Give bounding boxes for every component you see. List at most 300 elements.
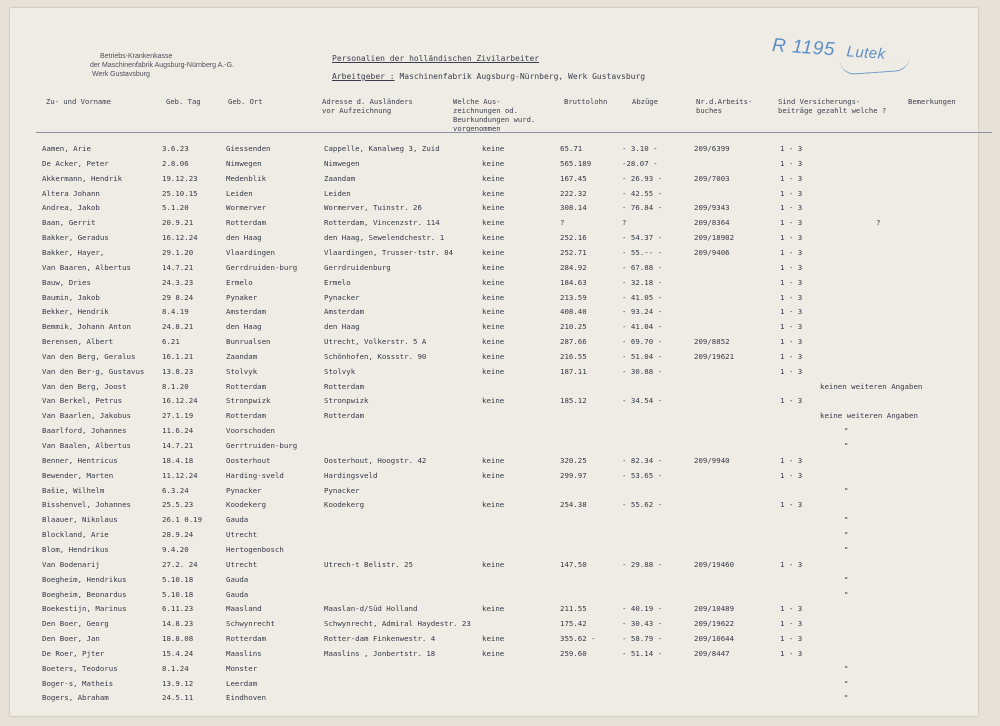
row-address: den Haag bbox=[324, 322, 360, 332]
col-gross: Bruttolohn bbox=[564, 97, 608, 106]
row-name: De Acker, Peter bbox=[42, 158, 109, 168]
row-name: Bogers, Abraham bbox=[42, 693, 109, 703]
row-book: 209/19622 bbox=[694, 619, 735, 629]
row-insurance: 1 - 3 bbox=[780, 351, 803, 361]
row-birth-place: Koodekerg bbox=[226, 500, 267, 510]
col-remarks: Bemerkungen bbox=[908, 97, 956, 106]
row-insurance: 1 - 3 bbox=[780, 144, 803, 153]
row-deductions: - 41.04 - bbox=[622, 322, 663, 332]
row-book: 209/6399 bbox=[694, 144, 730, 153]
row-birth-place: Gauda bbox=[226, 574, 249, 584]
row-address: Gerrdruidenburg bbox=[324, 262, 391, 272]
row-remarks: " bbox=[844, 693, 849, 703]
row-gross: 175.42 bbox=[560, 619, 587, 629]
row-docs: keine bbox=[482, 337, 505, 347]
col-insurance-line: beiträge gezahlt welche ? bbox=[778, 106, 887, 115]
row-gross: ? bbox=[560, 218, 565, 228]
row-remarks: " bbox=[844, 530, 849, 540]
row-gross: 187.11 bbox=[560, 366, 587, 376]
row-insurance: 1 - 3 bbox=[780, 307, 803, 317]
row-name: Bakker, Geradus bbox=[42, 233, 109, 243]
row-birth-place: Medenblik bbox=[226, 173, 267, 183]
row-remarks: " bbox=[844, 663, 849, 673]
row-birth-date: 11.12.24 bbox=[162, 470, 198, 480]
row-address: Nimwegen bbox=[324, 158, 360, 168]
row-birth-place: Pynacker bbox=[226, 485, 262, 495]
row-birth-date: 18.4.18 bbox=[162, 455, 194, 465]
row-insurance: 1 - 3 bbox=[780, 634, 803, 644]
row-deductions: - 34.54 - bbox=[622, 396, 663, 406]
row-name: Van den Ber-g, Gustavus bbox=[42, 366, 145, 376]
col-birth-place: Geb. Ort bbox=[228, 97, 263, 106]
col-docs-line: zeichnungen od. bbox=[453, 106, 518, 115]
row-birth-place: den Haag bbox=[226, 233, 262, 243]
row-birth-place: Voorschoden bbox=[226, 426, 275, 436]
row-insurance: 1 - 3 bbox=[780, 173, 803, 183]
col-docs bbox=[453, 97, 535, 133]
row-birth-place: Wormerver bbox=[226, 203, 267, 213]
row-deductions: - 51.14 - bbox=[622, 648, 663, 658]
col-insurance-line: Sind Versicherungs- bbox=[778, 97, 861, 106]
row-gross: 308.14 bbox=[560, 203, 587, 213]
row-docs: keine bbox=[482, 470, 505, 480]
col-name: Zu- und Vorname bbox=[46, 97, 111, 106]
row-name: Bekker, Hendrik bbox=[42, 307, 109, 317]
row-deductions: - 93.24 - bbox=[622, 307, 663, 317]
row-gross: 565.189 bbox=[560, 158, 592, 168]
row-name: Blaauer, Nikolaus bbox=[42, 515, 118, 525]
row-remarks: keinen weiteren Angaben bbox=[820, 381, 923, 391]
row-insurance: 1 - 3 bbox=[780, 203, 803, 213]
row-gross: 284.92 bbox=[560, 262, 587, 272]
row-birth-place: Gauda bbox=[226, 515, 249, 525]
row-name: Aamen, Arie bbox=[42, 144, 91, 153]
row-address: Stolvyk bbox=[324, 366, 356, 376]
col-book-line: buches bbox=[696, 106, 722, 115]
row-birth-date: 14.8.23 bbox=[162, 619, 194, 629]
row-docs: keine bbox=[482, 218, 505, 228]
row-birth-date: 18.8.08 bbox=[162, 634, 194, 644]
col-insurance bbox=[778, 97, 886, 115]
row-name: Boegheim, Hendrikus bbox=[42, 574, 127, 584]
row-deductions: - 40.19 - bbox=[622, 604, 663, 614]
row-remarks: " bbox=[844, 426, 849, 436]
row-birth-place: Stolvyk bbox=[226, 366, 258, 376]
row-insurance: 1 - 3 bbox=[780, 366, 803, 376]
row-birth-place: Nimwegen bbox=[226, 158, 262, 168]
row-book: 209/8364 bbox=[694, 218, 730, 228]
row-birth-place: Giessenden bbox=[226, 144, 271, 153]
row-birth-place: Rotterdam bbox=[226, 218, 267, 228]
row-birth-place: Amsterdam bbox=[226, 307, 267, 317]
row-gross: 252.71 bbox=[560, 247, 587, 257]
row-name: Den Boer, Jan bbox=[42, 634, 100, 644]
row-insurance: 1 - 3 bbox=[780, 500, 803, 510]
row-address: Pynacker bbox=[324, 292, 360, 302]
row-deductions: - 58.79 - bbox=[622, 634, 663, 644]
row-address: Cappelle, Kanalweg 3, Zuid bbox=[324, 144, 440, 153]
document-title: Personalien der holländischen Zivilarbeiter bbox=[332, 54, 540, 63]
row-docs: keine bbox=[482, 500, 505, 510]
row-address: Stronpwizk bbox=[324, 396, 369, 406]
row-address: Rotterdam, Vincenzstr. 114 bbox=[324, 218, 440, 228]
company-line-3: Werk Gustavsburg bbox=[92, 71, 150, 78]
row-name: Van den Berg, Joost bbox=[42, 381, 127, 391]
row-docs: keine bbox=[482, 307, 505, 317]
row-address: den Haag, Sewelendchestr. 1 bbox=[324, 233, 445, 243]
row-birth-date: 24.3.23 bbox=[162, 277, 194, 287]
row-book: 209/9343 bbox=[694, 203, 730, 213]
row-birth-place: Zaandam bbox=[226, 351, 258, 361]
row-insurance: 1 - 3 bbox=[780, 292, 803, 302]
row-birth-place: Gerrtruiden-burg bbox=[226, 441, 298, 450]
col-deductions: Abzüge bbox=[632, 97, 658, 106]
row-insurance: 1 - 3 bbox=[780, 619, 803, 629]
row-docs: keine bbox=[482, 247, 505, 257]
row-insurance: 1 - 3 bbox=[780, 262, 803, 272]
row-deductions: - 67.88 - bbox=[622, 262, 663, 272]
row-birth-date: 24.8.21 bbox=[162, 322, 194, 332]
row-birth-place: Maaslins bbox=[226, 648, 262, 658]
row-deductions: - 41.05 - bbox=[622, 292, 663, 302]
row-address: Utrecht, Volkerstr. 5 A bbox=[324, 337, 427, 347]
row-address: Maaslan-d/Süd Holland bbox=[324, 604, 418, 614]
col-docs-line: Welche Aus- bbox=[453, 97, 501, 106]
row-name: Altera Johann bbox=[42, 188, 100, 198]
row-gross: 320.25 bbox=[560, 455, 587, 465]
col-docs-line: Beurkundungen wurd. bbox=[453, 115, 536, 124]
employer-line bbox=[332, 72, 645, 81]
row-address: Hardingsveld bbox=[324, 470, 378, 480]
row-docs: keine bbox=[482, 559, 505, 569]
row-birth-place: Eindhoven bbox=[226, 693, 267, 703]
col-address bbox=[322, 97, 413, 115]
row-remarks: " bbox=[844, 515, 849, 525]
ref-number: R 1195 bbox=[771, 35, 836, 61]
row-address: Rotter-dam Finkenwestr. 4 bbox=[324, 634, 436, 644]
row-docs: keine bbox=[482, 203, 505, 213]
row-address: Schönhofen, Kossstr. 90 bbox=[324, 351, 427, 361]
company-header bbox=[90, 52, 234, 79]
row-birth-date: 25.10.15 bbox=[162, 188, 198, 198]
row-insurance: 1 - 3 bbox=[780, 322, 803, 332]
row-remarks: " bbox=[844, 574, 849, 584]
row-book: 209/10644 bbox=[694, 634, 735, 644]
row-address: Utrech-t Belistr. 25 bbox=[324, 559, 413, 569]
row-name: Baarlford, Johannes bbox=[42, 426, 127, 436]
row-name: Boegheim, Beonardus bbox=[42, 589, 127, 599]
row-birth-date: 16.12.24 bbox=[162, 233, 198, 243]
row-gross: 259.60 bbox=[560, 648, 587, 658]
row-birth-place: Vlaardingen bbox=[226, 247, 275, 257]
row-remarks: " bbox=[844, 544, 849, 554]
row-deductions: - 51.04 - bbox=[622, 351, 663, 361]
row-remarks: " bbox=[844, 589, 849, 599]
row-name: Van Baarlen, Jakobus bbox=[42, 411, 131, 421]
row-docs: keine bbox=[482, 322, 505, 332]
row-gross: 355.62 - bbox=[560, 634, 596, 644]
row-docs: keine bbox=[482, 277, 505, 287]
row-deductions: - 30.43 - bbox=[622, 619, 663, 629]
row-insurance: 1 - 3 bbox=[780, 233, 803, 243]
row-birth-place: den Haag bbox=[226, 322, 262, 332]
row-docs: keine bbox=[482, 173, 505, 183]
row-birth-date: 5.10.18 bbox=[162, 589, 194, 599]
row-deductions: -28.07 - bbox=[622, 158, 658, 168]
row-birth-place: Bunrualsen bbox=[226, 337, 271, 347]
row-deductions: - 3.10 - bbox=[622, 144, 658, 153]
row-book: 209/9406 bbox=[694, 247, 730, 257]
row-name: Bisshenvel, Johannes bbox=[42, 500, 131, 510]
row-gross: 222.32 bbox=[560, 188, 587, 198]
row-address: Wormerver, Tuinstr. 26 bbox=[324, 203, 422, 213]
row-birth-date: 3.6.23 bbox=[162, 144, 189, 153]
employer-label: Arbeitgeber : bbox=[332, 72, 395, 81]
row-gross: 185.12 bbox=[560, 396, 587, 406]
row-deductions: - 30.88 - bbox=[622, 366, 663, 376]
row-name: Bakker, Hayer, bbox=[42, 247, 105, 257]
row-docs: keine bbox=[482, 396, 505, 406]
row-birth-date: 8.4.19 bbox=[162, 307, 189, 317]
row-deductions: - 55.62 - bbox=[622, 500, 663, 510]
row-birth-date: 26.1 0.19 bbox=[162, 515, 203, 525]
row-address: Rotterdam bbox=[324, 411, 365, 421]
row-address: Rotterdam bbox=[324, 381, 365, 391]
row-address: Zaandam bbox=[324, 173, 356, 183]
row-insurance: 1 - 3 bbox=[780, 158, 803, 168]
col-book-line: Nr.d.Arbeits- bbox=[696, 97, 753, 106]
row-birth-date: 2.8.06 bbox=[162, 158, 189, 168]
row-name: Boekestijn, Marinus bbox=[42, 604, 127, 614]
row-birth-place: Harding-sveld bbox=[226, 470, 284, 480]
row-name: Baumin, Jakob bbox=[42, 292, 100, 302]
row-birth-place: Utrecht bbox=[226, 530, 258, 540]
row-insurance: 1 - 3 bbox=[780, 455, 803, 465]
row-birth-date: 28.9.24 bbox=[162, 530, 194, 540]
row-deductions: - 29.88 - bbox=[622, 559, 663, 569]
row-birth-date: 27.2. 24 bbox=[162, 559, 198, 569]
row-book: 209/9940 bbox=[694, 455, 730, 465]
row-insurance: 1 - 3 bbox=[780, 559, 803, 569]
row-birth-place: Monster bbox=[226, 663, 258, 673]
row-birth-date: 15.4.24 bbox=[162, 648, 194, 658]
row-docs: keine bbox=[482, 648, 505, 658]
row-deductions: - 69.70 - bbox=[622, 337, 663, 347]
row-birth-place: Maasland bbox=[226, 604, 262, 614]
row-gross: 167.45 bbox=[560, 173, 587, 183]
row-birth-date: 29 8.24 bbox=[162, 292, 194, 302]
row-deductions: - 26.93 - bbox=[622, 173, 663, 183]
col-birth-date: Geb. Tag bbox=[166, 97, 201, 106]
row-docs: keine bbox=[482, 634, 505, 644]
row-name: Van Berkel, Petrus bbox=[42, 396, 123, 406]
row-name: Akkermann, Hendrik bbox=[42, 173, 123, 183]
row-birth-place: Gerrdruiden-burg bbox=[226, 262, 298, 272]
row-address: Oosterhout, Hoogstr. 42 bbox=[324, 455, 427, 465]
row-docs: keine bbox=[482, 351, 505, 361]
header-rule bbox=[36, 132, 992, 133]
row-address: Vlaardingen, Trusser-tstr. 84 bbox=[324, 247, 454, 257]
row-gross: 287.66 bbox=[560, 337, 587, 347]
company-line-1: Betriebs-Krankenkasse bbox=[100, 53, 173, 60]
row-insurance: 1 - 3 bbox=[780, 470, 803, 480]
row-name: Benner, Hentricus bbox=[42, 455, 118, 465]
row-gross: 184.63 bbox=[560, 277, 587, 287]
row-deductions: - 54.37 - bbox=[622, 233, 663, 243]
row-gross: 211.55 bbox=[560, 604, 587, 614]
row-name: Bewender, Marten bbox=[42, 470, 114, 480]
row-name: Van Baalen, Albertus bbox=[42, 441, 131, 450]
row-name: Van Bodenarij bbox=[42, 559, 100, 569]
row-remarks: keine weiteren Angaben bbox=[820, 411, 918, 421]
row-gross: 65.71 bbox=[560, 144, 583, 153]
row-birth-date: 6.11.23 bbox=[162, 604, 194, 614]
row-deductions: - 76.84 - bbox=[622, 203, 663, 213]
document-sheet bbox=[10, 8, 978, 716]
row-birth-place: Leerdam bbox=[226, 678, 258, 688]
row-remarks: " bbox=[844, 485, 849, 495]
row-birth-date: 6.21 bbox=[162, 337, 180, 347]
row-birth-date: 29.1.20 bbox=[162, 247, 194, 257]
row-gross: 299.97 bbox=[560, 470, 587, 480]
row-address: Maaslins , Jonbertstr. 18 bbox=[324, 648, 436, 658]
row-remarks: " bbox=[844, 441, 849, 450]
row-insurance: 1 - 3 bbox=[780, 247, 803, 257]
row-deductions: ? bbox=[622, 218, 627, 228]
row-birth-place: Rotterdam bbox=[226, 381, 267, 391]
row-name: De Roer, Pjter bbox=[42, 648, 105, 658]
row-docs: keine bbox=[482, 262, 505, 272]
row-deductions: - 42.55 - bbox=[622, 188, 663, 198]
row-address: Pynacker bbox=[324, 485, 360, 495]
row-birth-date: 24.5.11 bbox=[162, 693, 194, 703]
row-docs: keine bbox=[482, 144, 505, 153]
row-book: 209/10489 bbox=[694, 604, 735, 614]
row-birth-place: Rotterdam bbox=[226, 634, 267, 644]
row-deductions: - 32.18 - bbox=[622, 277, 663, 287]
ref-note: Lutek bbox=[845, 43, 887, 63]
row-name: Boeters, Teodorus bbox=[42, 663, 118, 673]
row-insurance: 1 - 3 bbox=[780, 188, 803, 198]
row-name: Van Baaren, Albertus bbox=[42, 262, 131, 272]
row-docs: keine bbox=[482, 604, 505, 614]
row-gross: 254.38 bbox=[560, 500, 587, 510]
row-name: Boger-s, Matheis bbox=[42, 678, 114, 688]
row-address: Koodekerg bbox=[324, 500, 365, 510]
row-address: Ermelo bbox=[324, 277, 351, 287]
col-book bbox=[696, 97, 752, 115]
row-birth-place: Schwynrecht bbox=[226, 619, 275, 629]
row-address: Amsterdam bbox=[324, 307, 365, 317]
row-book: 209/7003 bbox=[694, 173, 730, 183]
row-birth-date: 5.1.20 bbox=[162, 203, 189, 213]
row-gross: 213.59 bbox=[560, 292, 587, 302]
row-book: 209/8447 bbox=[694, 648, 730, 658]
row-book: 209/8852 bbox=[694, 337, 730, 347]
col-address-line: Adresse d. Ausländers bbox=[322, 97, 413, 106]
row-birth-date: 5.10.18 bbox=[162, 574, 194, 584]
row-gross: 147.50 bbox=[560, 559, 587, 569]
row-birth-date: 9.4.20 bbox=[162, 544, 189, 554]
col-docs-line: vorgenommen bbox=[453, 124, 501, 133]
row-name: Van den Berg, Geralus bbox=[42, 351, 136, 361]
row-book: 209/19621 bbox=[694, 351, 735, 361]
row-docs: keine bbox=[482, 188, 505, 198]
row-remarks: " bbox=[844, 678, 849, 688]
row-birth-place: Rotterdam bbox=[226, 411, 267, 421]
row-birth-date: 25.5.23 bbox=[162, 500, 194, 510]
employer-value: Maschinenfabrik Augsburg-Nürnberg, Werk Gustavsburg bbox=[399, 72, 646, 81]
row-birth-date: 20.9.21 bbox=[162, 218, 194, 228]
row-docs: keine bbox=[482, 292, 505, 302]
row-gross: 408.40 bbox=[560, 307, 587, 317]
row-birth-date: 16.1.21 bbox=[162, 351, 194, 361]
row-name: Bauw, Dries bbox=[42, 277, 91, 287]
row-name: Baan, Gerrit bbox=[42, 218, 96, 228]
row-docs: keine bbox=[482, 455, 505, 465]
row-birth-date: 13.9.12 bbox=[162, 678, 194, 688]
row-deductions: - 55.-- - bbox=[622, 247, 663, 257]
row-birth-place: Pynaker bbox=[226, 292, 258, 302]
row-docs: keine bbox=[482, 233, 505, 243]
row-insurance: 1 - 3 bbox=[780, 604, 803, 614]
row-name: Blom, Hendrikus bbox=[42, 544, 109, 554]
row-birth-date: 16.12.24 bbox=[162, 396, 198, 406]
row-birth-date: 13.8.23 bbox=[162, 366, 194, 376]
row-docs: keine bbox=[482, 366, 505, 376]
row-birth-date: 8.1.24 bbox=[162, 663, 189, 673]
row-name: Andrea, Jakob bbox=[42, 203, 100, 213]
row-deductions: - 53.65 - bbox=[622, 470, 663, 480]
row-insurance: 1 - 3 bbox=[780, 396, 803, 406]
row-name: Baŝie, Wilhelm bbox=[42, 485, 105, 495]
col-address-line: vor Aufzeichnung bbox=[322, 106, 392, 115]
row-birth-date: 8.1.20 bbox=[162, 381, 189, 391]
row-gross: 252.16 bbox=[560, 233, 587, 243]
row-birth-place: Hertogenbosch bbox=[226, 544, 284, 554]
row-birth-place: Ermelo bbox=[226, 277, 253, 287]
row-address: Leiden bbox=[324, 188, 351, 198]
row-gross: 210.25 bbox=[560, 322, 587, 332]
row-book: 209/19460 bbox=[694, 559, 735, 569]
row-deductions: - 82.34 - bbox=[622, 455, 663, 465]
row-birth-date: 19.12.23 bbox=[162, 173, 198, 183]
row-birth-place: Gauda bbox=[226, 589, 249, 599]
company-line-2: der Maschinenfabrik Augsburg-Nürnberg A.-G. bbox=[90, 62, 234, 69]
row-insurance: 1 - 3 bbox=[780, 218, 803, 228]
row-birth-place: Leiden bbox=[226, 188, 253, 198]
row-name: Den Boer, Georg bbox=[42, 619, 109, 629]
row-insurance: 1 - 3 bbox=[780, 337, 803, 347]
row-birth-place: Utrecht bbox=[226, 559, 258, 569]
row-insurance: 1 - 3 bbox=[780, 277, 803, 287]
row-gross: 216.55 bbox=[560, 351, 587, 361]
row-birth-date: 11.6.24 bbox=[162, 426, 194, 436]
row-remarks: ? bbox=[876, 218, 881, 228]
row-name: Bemmik, Johann Anton bbox=[42, 322, 131, 332]
row-address: Schwynrecht, Admiral Haydestr. 23 bbox=[324, 619, 471, 629]
row-insurance: 1 - 3 bbox=[780, 648, 803, 658]
row-birth-date: 27.1.19 bbox=[162, 411, 194, 421]
row-birth-date: 14.7.21 bbox=[162, 441, 194, 450]
row-name: Berensen, Albert bbox=[42, 337, 114, 347]
row-book: 209/18902 bbox=[694, 233, 735, 243]
row-birth-place: Stronpwizk bbox=[226, 396, 271, 406]
row-birth-date: 6.3.24 bbox=[162, 485, 189, 495]
row-docs: keine bbox=[482, 158, 505, 168]
row-birth-date: 14.7.21 bbox=[162, 262, 194, 272]
row-name: Blockland, Arie bbox=[42, 530, 109, 540]
